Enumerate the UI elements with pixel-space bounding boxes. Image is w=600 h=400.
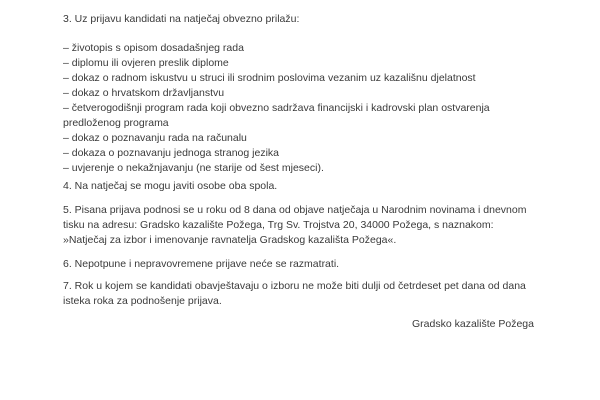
list-item: – diplomu ili ovjeren preslik diplome	[63, 57, 229, 69]
list-item: – dokaz o poznavanju rada na računalu	[63, 132, 247, 144]
section-5-text: 5. Pisana prijava podnosi se u roku od 8 dana od objave natječaja u Narodnim novinama i dnevnom tisku na adresu: Gradsko kazalište Požega, Trg Sv. Trojstva 20, 34000 Požega, s naznakom: »Natječaj za izbor i imenovanje ravnatelja Gradskog kazališta Požega«.	[63, 204, 527, 246]
list-item: – dokaz o radnom iskustvu u struci ili srodnim poslovima vezanim uz kazališnu djelatnost	[63, 72, 476, 84]
list-item: – dokaza o poznavanju jednoga stranog jezika	[63, 147, 279, 159]
section-6	[63, 257, 533, 272]
list-item: – četverogodišnji program rada koji obvezno sadržava financijski i kadrovski plan ostvarenja predloženog programa	[63, 102, 490, 129]
required-documents-list	[63, 41, 533, 176]
section-6-text: 6. Nepotpune i nepravovremene prijave neće se razmatrati.	[63, 258, 340, 270]
section-3-heading: 3. Uz prijavu kandidati na natječaj obvezno prilažu:	[63, 13, 300, 25]
section-4-text: 4. Na natječaj se mogu javiti osobe oba spola.	[63, 180, 278, 192]
section-4	[63, 179, 533, 194]
list-item: – životopis s opisom dosadašnjeg rada	[63, 42, 244, 54]
list-item: – uvjerenje o nekažnjavanju (ne starije od šest mjeseci).	[63, 162, 324, 174]
section-7-text: 7. Rok u kojem se kandidati obavještavaju o izboru ne može biti dulji od četrdeset pet dana od dana isteka roka za podnošenje prijava.	[63, 280, 526, 307]
section-5	[63, 203, 533, 248]
list-item: – dokaz o hrvatskom državljanstvu	[63, 87, 225, 99]
section-3	[63, 12, 533, 176]
section-7	[63, 279, 533, 309]
signature: Gradsko kazalište Požega	[412, 318, 534, 330]
